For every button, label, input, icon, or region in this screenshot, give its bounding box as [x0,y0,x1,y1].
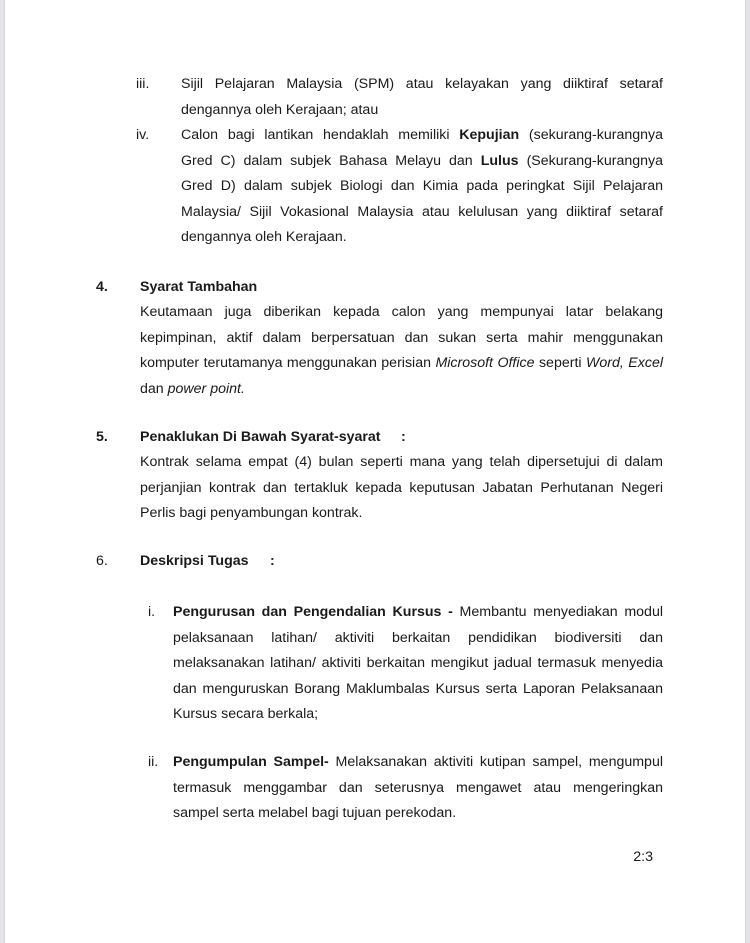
section-number: 5. [96,429,108,445]
task-text [173,750,663,827]
section-number: 4. [96,279,108,295]
list-number: iv. [136,127,150,143]
section-title: Penaklukan Di Bawah Syarat-syarat [140,429,381,445]
section-body [140,300,663,402]
section-colon: : [401,429,406,445]
section-title: Deskripsi Tugas [140,553,249,569]
text-run: (sekurang-kurangnya Gred C) dalam subjek Bahasa Melayu dan [181,127,663,169]
text-run: Calon bagi lantikan hendaklah memiliki [181,127,460,143]
bold-text: Kepujian [459,127,520,143]
document-page [4,0,746,943]
italic-text: Microsoft Office [435,355,535,371]
text-run: dan [140,380,168,397]
text-run: Melaksanakan aktiviti kutipan sampel, mengumpul termasuk menggambar dan seterusnya mengawet atau mengeringkan sampel serta melabel bagi tujuan perekodan. [173,754,663,821]
section-number: 6. [96,553,108,569]
task-number: i. [148,604,156,620]
task-number: ii. [148,754,159,770]
bold-text: Lulus [480,152,519,169]
list-item-text: Sijil Pelajaran Malaysia (SPM) atau kelayakan yang diiktiraf setaraf dengannya oleh Kerajaan; atau [181,76,663,118]
section-colon: : [270,553,275,569]
list-number: iii. [136,76,150,92]
italic-text: Word, Excel [586,355,663,371]
italic-text: power point. [167,380,245,397]
text-run: Keutamaan juga diberikan kepada calon yang mempunyai latar belakang kepimpinan, aktif dalam berpersatuan dan sukan serta mahir menggunakan komputer terutamanya menggunakan perisian [140,304,663,371]
section-body: Kontrak selama empat (4) bulan seperti mana yang telah dipersetujui di dalam perjanjian kontrak dan tertakluk kepada keputusan Jabatan Perhutanan Negeri Perlis bagi penyambungan kontrak. [140,454,663,521]
text-run: Membantu menyediakan modul pelaksanaan latihan/ aktiviti berkaitan pendidikan biodiversiti dan melaksanakan latihan/ aktiviti berkaitan mengikut jadual termasuk menyedia dan menguruskan Borang Maklumbalas Kursus serta Laporan Pelaksanaan Kursus secara berkala; [173,604,663,722]
page-number: 2:3 [633,849,653,865]
text-run: seperti [534,355,586,371]
task-title: Pengurusan dan Pengendalian Kursus - [173,604,453,620]
task-title: Pengumpulan Sampel- [173,754,329,770]
list-item-text [181,123,663,251]
text-run: (Sekurang-kurangnya Gred D) dalam subjek Biologi dan Kimia pada peringkat Sijil Pelajaran Malaysia/ Sijil Vokasional Malaysia atau kelulusan yang diiktiraf setaraf dengannya oleh Kerajaan. [181,152,664,245]
section-title: Syarat Tambahan [140,279,258,295]
task-text [173,600,663,728]
